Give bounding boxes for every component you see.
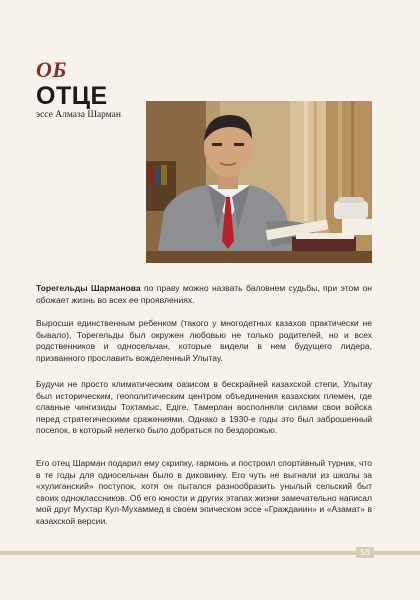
page-number: 53 xyxy=(356,547,374,558)
paragraph-childhood: Выросши единственным ребенком (такого у многодетных казахов практически не бывало), Торегельды был окружен любовью не только родителей, но и всех родственников и односельчан, которые видели в нем будущего лидера, призванного прославить вожделенный Улытау. xyxy=(36,318,372,363)
page-title: ОТЦЕ xyxy=(36,82,108,110)
heading-prefix: ОБ xyxy=(36,57,67,82)
essay-author-subtitle: эссе Алмаза Шарман xyxy=(36,110,121,120)
paragraph-ulytau: Будучи не просто климатическим оазисом в бескрайней казахской степи, Улытау был историческим, геополитическим центром объединения казахских племен, где славные чингизиды Тохтамыс, Едіге, Тамерлан восполняли силами свои войска перед стратегическими сражениями. Однако в 1930-е годы это был заброшенный поселок, в который нелегко было добраться по бездорожью. xyxy=(36,379,372,436)
paragraph-father: Его отец Шарман подарил ему скрипку, гармонь и построил спортивный турник, что в те годы для односельчан было в диковинку. Его чуть не выгнали из школы за «хулиганский» поступок, хотя он пытался разнообразить унылый сельский быт своих одноклассников. Об его юности и других этапах жизни замечательно написал мой друг Мухтар Кул-Мухаммед в своем эпическом эссе «Гражданин» и «Азамат» в казахской версии. xyxy=(36,458,372,526)
paragraph-intro-text: по праву можно назвать баловнем судьбы, при этом он обожает жизнь во всех ее проявлениях. xyxy=(36,283,372,305)
person-name: Торегельды Шарманова xyxy=(36,283,141,293)
paragraph-intro xyxy=(36,283,372,306)
portrait-photo xyxy=(146,101,372,263)
